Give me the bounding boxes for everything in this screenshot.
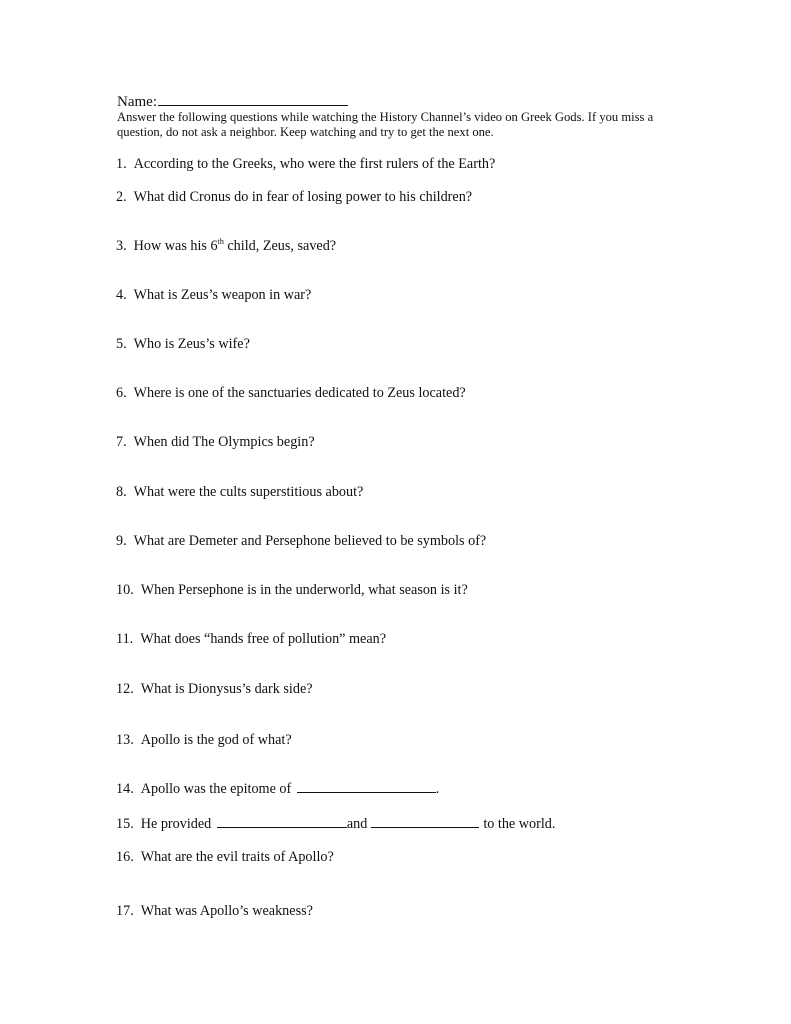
question-number: 9.	[116, 533, 127, 549]
question-1	[116, 155, 495, 173]
question-5	[116, 335, 250, 353]
question-number: 11.	[116, 631, 134, 647]
question-text: What did Cronus do in fear of losing power to his children?	[133, 189, 473, 205]
question-text: Where is one of the sanctuaries dedicated to Zeus located?	[133, 385, 466, 401]
ordinal-suffix: th	[217, 237, 224, 246]
question-2	[116, 188, 472, 206]
answer-blank-1[interactable]	[217, 814, 347, 828]
question-text: What is Zeus’s weapon in war?	[133, 287, 312, 303]
question-text: What are the evil traits of Apollo?	[140, 849, 334, 865]
question-text: Apollo is the god of what?	[140, 732, 292, 748]
answer-blank[interactable]	[297, 779, 436, 793]
question-text-start: How was his 6	[133, 238, 218, 254]
question-number: 1.	[116, 156, 127, 172]
question-number: 17.	[116, 903, 134, 919]
question-15	[116, 814, 555, 833]
question-number: 8.	[116, 484, 127, 500]
question-4	[116, 286, 311, 304]
question-text: What are Demeter and Persephone believed to be symbols of?	[133, 533, 487, 549]
question-number: 14.	[116, 781, 134, 797]
question-number: 15.	[116, 816, 134, 832]
question-8	[116, 483, 363, 501]
question-text: What were the cults superstitious about?	[133, 484, 364, 500]
question-text-start: Apollo was the epitome of	[140, 781, 292, 797]
question-text: When did The Olympics begin?	[133, 434, 315, 450]
question-text-end: child, Zeus, saved?	[223, 238, 337, 254]
answer-blank-2[interactable]	[371, 814, 479, 828]
name-field	[117, 92, 348, 111]
question-9	[116, 532, 486, 550]
question-number: 4.	[116, 287, 127, 303]
question-text: What is Dionysus’s dark side?	[140, 681, 313, 697]
question-text: When Persephone is in the underworld, what season is it?	[140, 582, 468, 598]
question-text: According to the Greeks, who were the first rulers of the Earth?	[133, 156, 496, 172]
question-17	[116, 902, 313, 920]
question-number: 2.	[116, 189, 127, 205]
question-6	[116, 384, 466, 402]
question-14	[116, 779, 439, 798]
question-13	[116, 731, 292, 749]
question-text-end: to the world.	[483, 816, 556, 832]
question-text-start: He provided	[140, 816, 212, 832]
question-3	[116, 237, 336, 255]
question-text-end: .	[435, 781, 440, 797]
question-number: 16.	[116, 849, 134, 865]
question-number: 6.	[116, 385, 127, 401]
question-text: What does “hands free of pollution” mean?	[140, 631, 387, 647]
name-blank-line[interactable]	[158, 92, 348, 106]
instructions-text: Answer the following questions while watching the History Channel’s video on Greek Gods. If you miss a question, do not ask a neighbor. Keep watching and try to get the next one.	[117, 110, 654, 139]
question-number: 10.	[116, 582, 134, 598]
question-12	[116, 680, 313, 698]
question-number: 13.	[116, 732, 134, 748]
name-label: Name:	[117, 94, 157, 110]
question-text: Who is Zeus’s wife?	[133, 336, 250, 352]
question-text: What was Apollo’s weakness?	[140, 903, 313, 919]
question-7	[116, 433, 315, 451]
question-number: 5.	[116, 336, 127, 352]
question-text-middle: and	[346, 816, 368, 832]
question-16	[116, 848, 334, 866]
question-number: 7.	[116, 434, 127, 450]
question-number: 3.	[116, 238, 127, 254]
question-10	[116, 581, 468, 599]
question-11	[116, 630, 386, 648]
question-number: 12.	[116, 681, 134, 697]
